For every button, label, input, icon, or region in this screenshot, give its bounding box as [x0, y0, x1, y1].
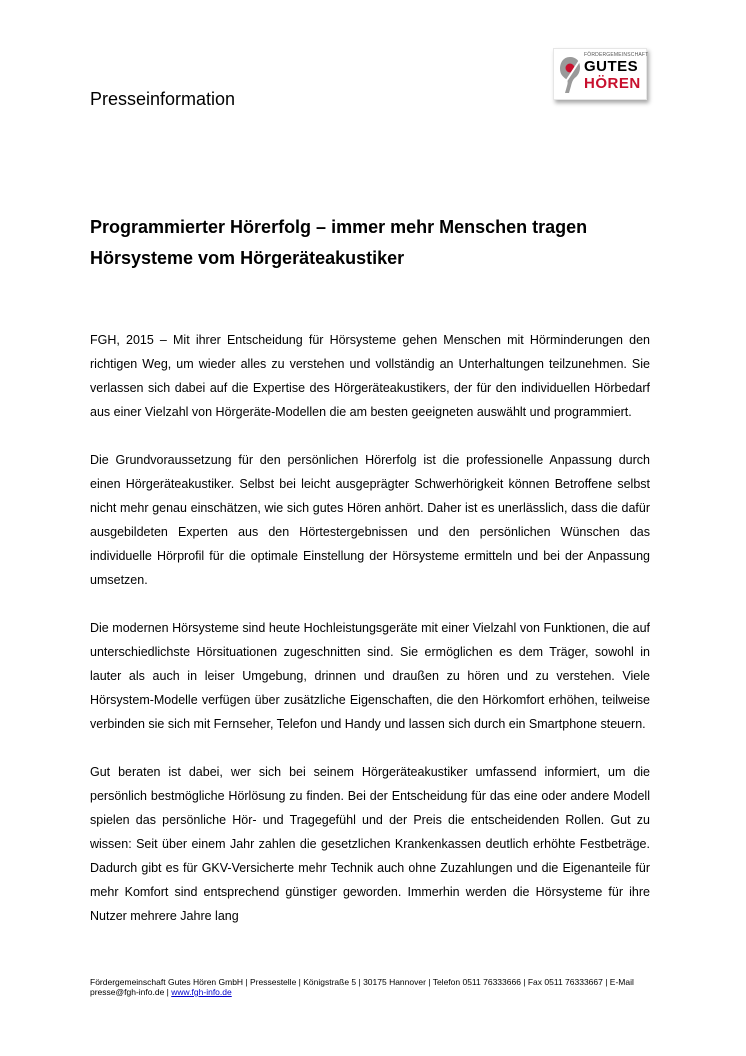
logo-line-2: HÖREN	[584, 75, 641, 92]
document-type-label: Presseinformation	[90, 89, 236, 109]
logo-small-text: FÖRDERGEMEINSCHAFT	[584, 52, 649, 58]
paragraph-2: Die Grundvoraussetzung für den persönlichen Hörerfolg ist die professionelle Anpassung durch einen Hörgeräteakustiker. Selbst bei leicht ausgeprägter Schwerhörigkeit können Betroffene selbst nicht mehr genau einschätzen, wie sich gutes Hören anhört. Daher ist es unerlässlich, dass die dafür ausgebildeten Experten aus den Hörtestergebnissen und den persönlichen Wünschen das individuelle Hörprofil für die optimale Einstellung der Hörsysteme ermitteln und bei der Anpassung umsetzen.	[90, 453, 650, 587]
paragraph-3: Die modernen Hörsysteme sind heute Hochleistungsgeräte mit einer Vielzahl von Funktionen, die auf unterschiedlichste Hörsituationen zugeschnitten sind. Sie ermöglichen es dem Träger, sowohl in lauter als auch in leiser Umgebung, drinnen und draußen zu hören und zu verstehen. Viele Hörsystem-Modelle verfügen über zusätzliche Eigenschaften, die den Hörkomfort erhöhen, teilweise verbinden sie sich mit Fernseher, Telefon und Handy und lassen sich durch ein Smartphone steuern.	[90, 621, 650, 731]
paragraph-1: FGH, 2015 – Mit ihrer Entscheidung für Hörsysteme gehen Menschen mit Hörminderungen den richtigen Weg, um wieder alles zu verstehen und vollständig an Unterhaltungen teilzunehmen. Sie verlassen sich dabei auf die Expertise des Hörgeräteakustikers, der für den individuellen Hörbedarf aus einer Vielzahl von Hörgeräte-Modellen die am besten geeigneten auswählt und programmiert.	[90, 333, 650, 419]
logo-line-1: GUTES	[584, 58, 639, 75]
paragraph-4: Gut beraten ist dabei, wer sich bei seinem Hörgeräteakustiker umfassend informiert, um die persönlich bestmögliche Hörlösung zu finden. Bei der Entscheidung für das eine oder andere Modell spielen das persönliche Hör- und Tragegefühl und der Preis die entscheidenden Rollen. Gut zu wissen: Seit über einem Jahr zahlen die gesetzlichen Krankenkassen deutlich erhöhte Festbeträge. Dadurch gibt es für GKV-Versicherte mehr Technik auch ohne Zuzahlungen und die Eigenanteile für mehr Komfort sind entsprechend günstiger geworden. Immerhin werden die Hörsysteme für ihre Nutzer mehrere Jahre lang	[90, 765, 650, 923]
company-logo	[553, 48, 647, 100]
footer-website-link[interactable]: www.fgh-info.de	[171, 987, 232, 997]
ear-icon	[558, 55, 582, 95]
footer-contact-text: Fördergemeinschaft Gutes Hören GmbH | Pressestelle | Königstraße 5 | 30175 Hannover | Telefon 0511 76333666 | Fax 0511 76333667 | E-Mail presse@fgh-info.de |	[90, 977, 634, 997]
page-footer	[90, 977, 650, 997]
article-body	[90, 328, 650, 928]
page-title: Programmierter Hörerfolg – immer mehr Menschen tragen Hörsysteme vom Hörgeräteakustiker	[90, 217, 588, 268]
